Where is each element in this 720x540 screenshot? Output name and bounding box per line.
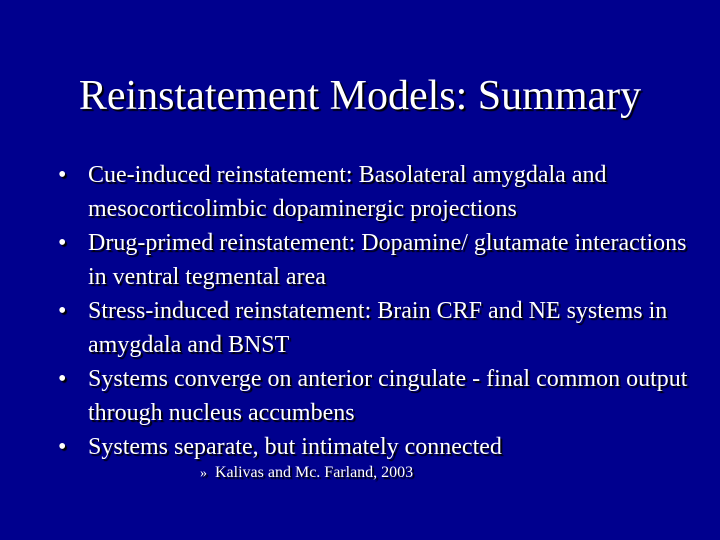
citation-text: Kalivas and Mc. Farland, 2003 [215,464,414,481]
slide-title: Reinstatement Models: Summary [78,73,642,119]
bullet-item [58,158,698,226]
bullet-text: • Systems separate, but intimately connected [88,434,502,460]
citation-marker: » [200,466,207,481]
bullet-text: • Stress-induced reinstatement: Brain CRF and NE systems in amygdala and BNST [88,298,668,358]
bullet-item [58,226,698,294]
bullet-list [58,158,698,464]
citation [200,463,413,484]
bullet-text: • Systems converge on anterior cingulate - final common output through nucleus accumbens [88,366,688,426]
bullet-item [58,294,698,362]
bullet-item [58,430,698,464]
bullet-item [58,362,698,430]
bullet-text: • Cue-induced reinstatement: Basolateral amygdala and mesocorticolimbic dopaminergic projections [88,162,607,222]
bullet-text: • Drug-primed reinstatement: Dopamine/ glutamate interactions in ventral tegmental area [88,230,687,290]
